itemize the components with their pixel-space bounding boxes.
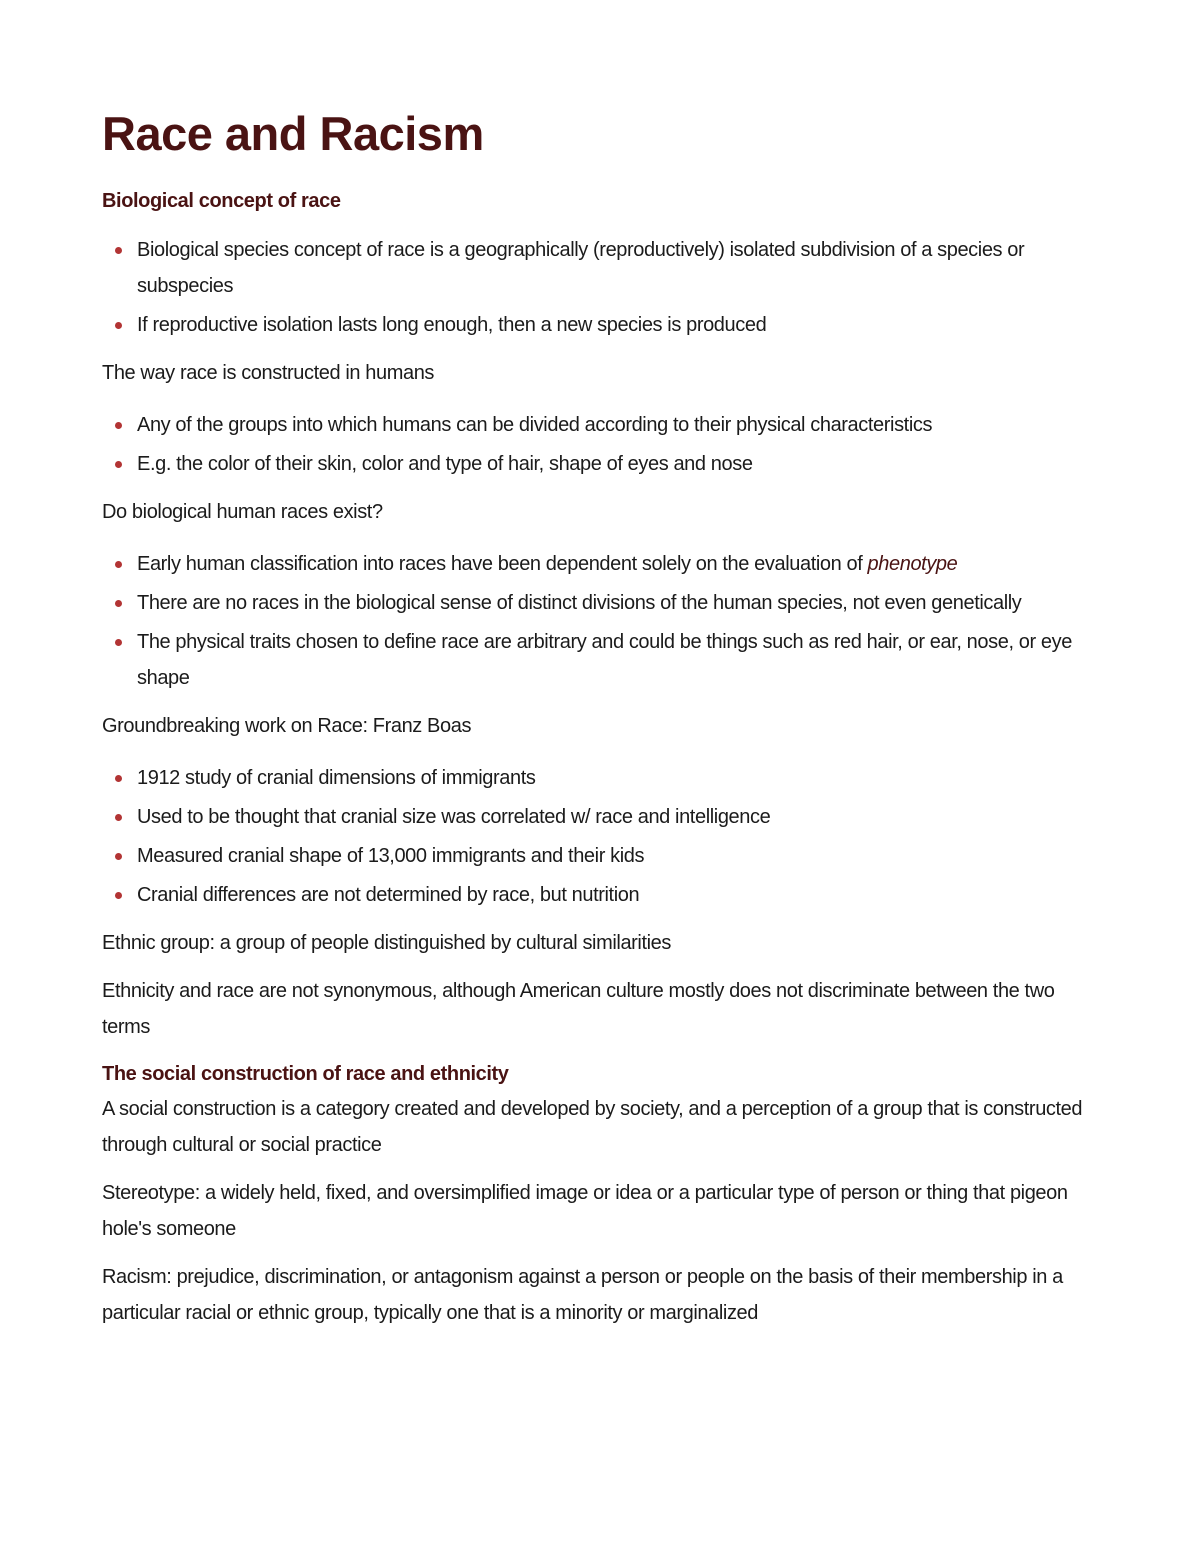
races-exist-list (102, 546, 1100, 696)
list-item: Biological species concept of race is a geographically (reproductively) isolated subdivision of a species or subspecies (137, 232, 1100, 304)
list-item: The physical traits chosen to define race are arbitrary and could be things such as red hair, or ear, nose, or eye shape (137, 624, 1100, 696)
biological-concept-list (102, 232, 1100, 343)
races-exist-label: Do biological human races exist? (102, 501, 383, 523)
stereotype-definition: Stereotype: a widely held, fixed, and oversimplified image or idea or a particular type of person or thing that pigeon hole's someone (102, 1182, 1068, 1240)
page-title: Race and Racism (102, 107, 484, 160)
phenotype-sentence: Early human classification into races have been dependent solely on the evaluation of (137, 553, 868, 575)
social-construction-heading: The social construction of race and ethnicity (102, 1063, 509, 1085)
ethnic-group-definition: Ethnic group: a group of people distinguished by cultural similarities (102, 932, 672, 954)
list-item (137, 546, 1100, 582)
social-construction-definition: A social construction is a category created and developed by society, and a perception of a group that is constructed through cultural or social practice (102, 1098, 1083, 1156)
ethnicity-race-note: Ethnicity and race are not synonymous, although American culture mostly does not discriminate between the two terms (102, 980, 1055, 1038)
list-item: 1912 study of cranial dimensions of immigrants (137, 760, 1100, 796)
humans-list (102, 407, 1100, 482)
list-item: Used to be thought that cranial size was correlated w/ race and intelligence (137, 799, 1100, 835)
racism-definition: Racism: prejudice, discrimination, or antagonism against a person or people on the basis of their membership in a particular racial or ethnic group, typically one that is a minority or marginalized (102, 1266, 1063, 1324)
list-item: Measured cranial shape of 13,000 immigrants and their kids (137, 838, 1100, 874)
biological-concept-heading: Biological concept of race (102, 190, 341, 212)
franz-boas-label: Groundbreaking work on Race: Franz Boas (102, 715, 472, 737)
franz-boas-list (102, 760, 1100, 913)
list-item: E.g. the color of their skin, color and type of hair, shape of eyes and nose (137, 446, 1100, 482)
humans-label: The way race is constructed in humans (102, 362, 435, 384)
list-item: If reproductive isolation lasts long enough, then a new species is produced (137, 307, 1100, 343)
list-item: There are no races in the biological sense of distinct divisions of the human species, not even genetically (137, 585, 1100, 621)
list-item: Cranial differences are not determined by race, but nutrition (137, 877, 1100, 913)
list-item: Any of the groups into which humans can be divided according to their physical characteristics (137, 407, 1100, 443)
phenotype-term: phenotype (867, 553, 958, 575)
